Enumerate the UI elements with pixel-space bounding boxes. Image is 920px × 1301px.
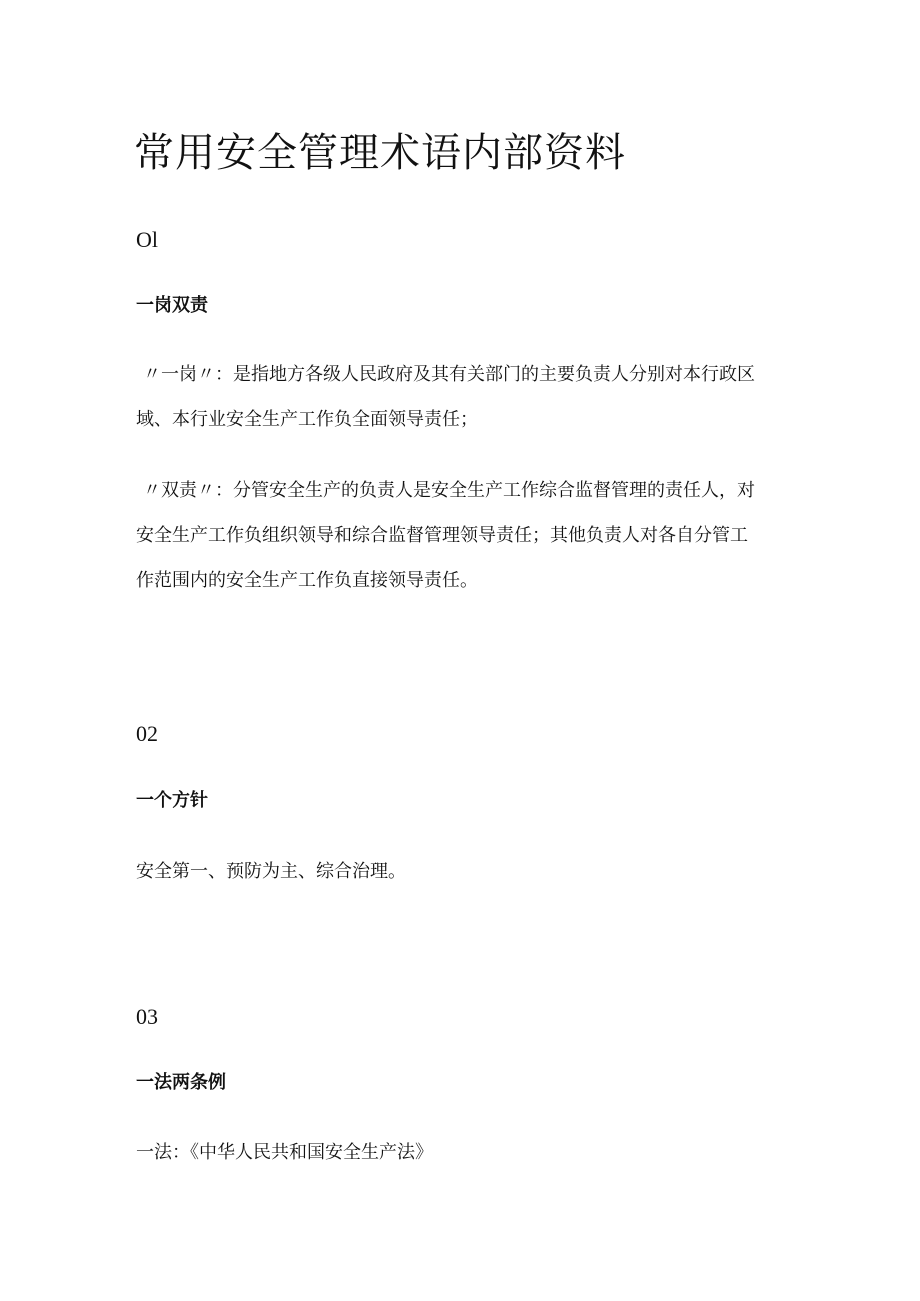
section-heading: 一法两条例 (136, 1072, 226, 1093)
paragraph-line: 域、本行业安全生产工作负全面领导责任； (136, 409, 478, 430)
paragraph-line: 〃一岗〃：是指地方各级人民政府及其有关部门的主要负责人分别对本行政区 (143, 364, 755, 385)
section-heading: 一个方针 (136, 790, 208, 811)
paragraph (136, 849, 796, 894)
section-number: Ol (136, 227, 158, 252)
paragraph (136, 468, 796, 603)
paragraph (136, 352, 796, 442)
document-title: 常用安全管理术语内部资料 (134, 130, 626, 176)
section-number: 02 (136, 721, 158, 746)
paragraph (136, 1130, 796, 1175)
paragraph-line: 安全第一、预防为主、综合治理。 (136, 861, 406, 882)
paragraph-line: 作范围内的安全生产工作负直接领导责任。 (136, 570, 478, 591)
section-number: 03 (136, 1004, 158, 1029)
paragraph-line: 安全生产工作负组织领导和综合监督管理领导责任；其他负责人对各自分管工 (136, 525, 748, 546)
section-heading: 一岗双责 (136, 295, 208, 316)
paragraph-line: 一法：《中华人民共和国安全生产法》 (136, 1142, 433, 1163)
paragraph-line: 〃双责〃：分管安全生产的负责人是安全生产工作综合监督管理的责任人，对 (143, 480, 755, 501)
